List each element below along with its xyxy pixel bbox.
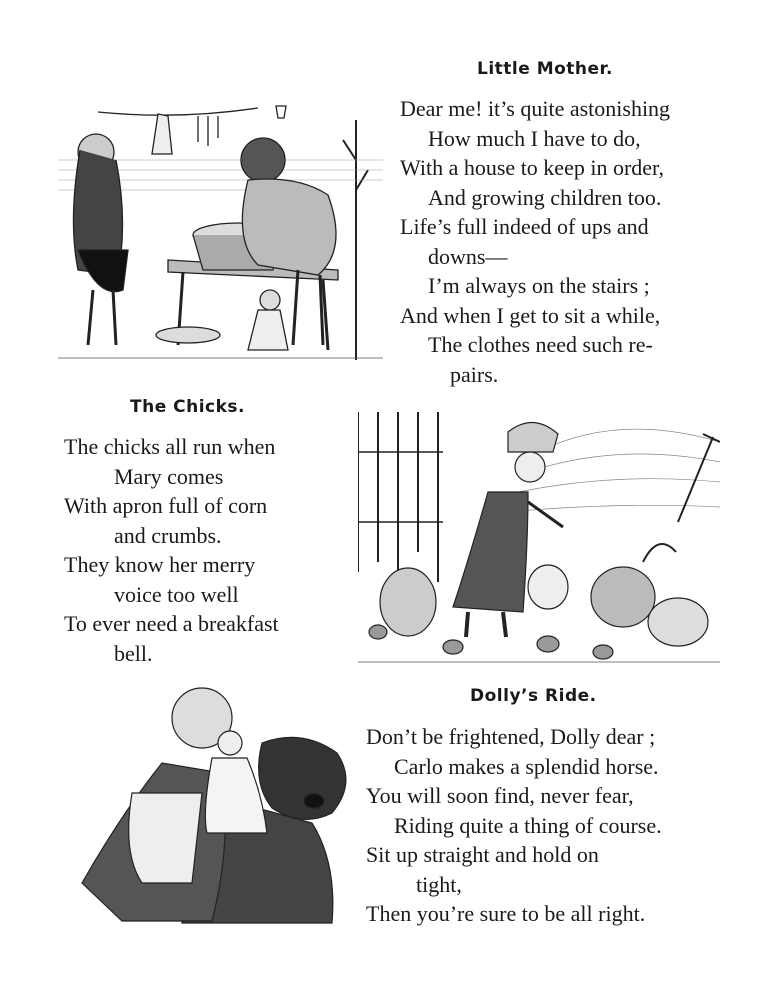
poem-title-dollys-ride: Dolly’s Ride. xyxy=(470,686,597,706)
girl-doll-dog-icon xyxy=(62,683,352,925)
girls-washing-icon xyxy=(58,100,383,365)
poem-line: And when I get to sit a while, xyxy=(400,302,661,328)
illustration-dog xyxy=(62,683,352,925)
illustration-laundry xyxy=(58,100,383,365)
poem-line: To ever need a breakfast xyxy=(64,611,279,636)
poem-line: And growing children too. xyxy=(428,184,662,210)
poem-line: Carlo makes a splendid horse. xyxy=(394,753,659,779)
girl-feeding-chickens-icon xyxy=(358,412,720,667)
poem-line: Mary comes xyxy=(114,463,224,489)
illustration-chicks xyxy=(358,412,720,667)
poem-line: They know her merry xyxy=(64,552,256,577)
poem-line: How much I have to do, xyxy=(428,125,641,151)
poem-title-the-chicks: The Chicks. xyxy=(130,397,246,417)
poem-line: bell. xyxy=(114,640,153,666)
poem-line: You will soon find, never fear, xyxy=(366,783,634,808)
poem-little-mother xyxy=(400,94,730,389)
poem-line: tight, xyxy=(416,871,462,897)
poem-line: Life’s full indeed of ups and xyxy=(400,214,649,239)
poem-line: pairs. xyxy=(450,361,499,387)
poem-line: Don’t be frightened, Dolly dear ; xyxy=(366,724,656,749)
poem-line: Dear me! it’s quite astonishing xyxy=(400,96,671,121)
poem-line: downs— xyxy=(428,243,508,269)
poem-line: Then you’re sure to be all right. xyxy=(366,901,646,926)
poem-line: I’m always on the stairs ; xyxy=(428,273,650,298)
poem-line: Sit up straight and hold on xyxy=(366,842,599,867)
poem-title-little-mother: Little Mother. xyxy=(477,59,613,79)
poem-line: The chicks all run when xyxy=(64,434,276,459)
poem-line: With apron full of corn xyxy=(64,493,268,518)
poem-line: voice too well xyxy=(114,581,239,607)
poem-line: The clothes need such re- xyxy=(428,332,653,357)
poem-line: With a house to keep in order, xyxy=(400,155,664,180)
poem-line: and crumbs. xyxy=(114,522,222,548)
poem-dollys-ride xyxy=(366,722,736,929)
poem-the-chicks xyxy=(64,432,354,668)
poem-line: Riding quite a thing of course. xyxy=(394,812,662,838)
